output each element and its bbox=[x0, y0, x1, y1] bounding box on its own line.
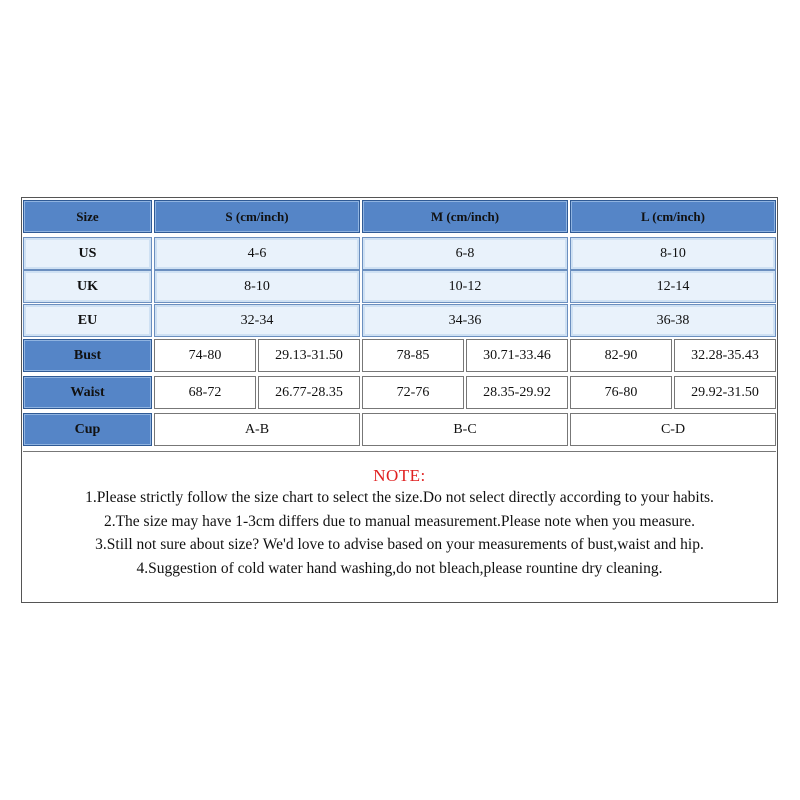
cup-s: A-B bbox=[154, 413, 360, 446]
us-s: 4-6 bbox=[154, 237, 360, 270]
note-line-1: 1.Please strictly follow the size chart to select the size.Do not select directly according to your habits. bbox=[85, 489, 714, 506]
uk-label: UK bbox=[23, 270, 152, 303]
bust-label: Bust bbox=[23, 339, 152, 372]
note-title: NOTE: bbox=[373, 466, 426, 485]
uk-s: 8-10 bbox=[154, 270, 360, 303]
size-header: Size bbox=[23, 200, 152, 233]
waist-l-cm: 76-80 bbox=[570, 376, 672, 409]
bust-l-inch: 32.28-35.43 bbox=[674, 339, 776, 372]
note-line-2: 2.The size may have 1-3cm differs due to manual measurement.Please note when you measure. bbox=[103, 512, 696, 530]
m-header: M (cm/inch) bbox=[362, 200, 568, 233]
eu-s: 32-34 bbox=[154, 304, 360, 337]
eu-l: 36-38 bbox=[570, 304, 776, 337]
bust-m-inch: 30.71-33.46 bbox=[466, 339, 568, 372]
bust-s-inch: 29.13-31.50 bbox=[258, 339, 360, 372]
waist-label: Waist bbox=[23, 376, 152, 409]
cup-row bbox=[22, 411, 777, 448]
waist-m-inch: 28.35-29.92 bbox=[466, 376, 568, 409]
eu-label: EU bbox=[23, 304, 152, 337]
bust-m-cm: 78-85 bbox=[362, 339, 464, 372]
bust-row bbox=[22, 337, 777, 374]
uk-m: 10-12 bbox=[362, 270, 568, 303]
uk-l: 12-14 bbox=[570, 270, 776, 303]
s-header: S (cm/inch) bbox=[154, 200, 360, 233]
header-row bbox=[22, 198, 777, 235]
bust-l-cm: 82-90 bbox=[570, 339, 672, 372]
eu-row bbox=[22, 302, 777, 339]
bust-s-cm: 74-80 bbox=[154, 339, 256, 372]
waist-row bbox=[22, 374, 777, 411]
cup-m: B-C bbox=[362, 413, 568, 446]
us-l: 8-10 bbox=[570, 237, 776, 270]
cup-label: Cup bbox=[23, 413, 152, 446]
us-m: 6-8 bbox=[362, 237, 568, 270]
note-line-3: 3.Still not sure about size? We'd love to advise based on your measurements of bust,waist and hip. bbox=[95, 536, 704, 553]
size-chart bbox=[21, 197, 778, 603]
uk-row bbox=[22, 268, 777, 305]
l-header: L (cm/inch) bbox=[570, 200, 776, 233]
us-row bbox=[22, 235, 777, 272]
waist-s-cm: 68-72 bbox=[154, 376, 256, 409]
waist-s-inch: 26.77-28.35 bbox=[258, 376, 360, 409]
notes-section bbox=[23, 451, 776, 602]
cup-l: C-D bbox=[570, 413, 776, 446]
us-label: US bbox=[23, 237, 152, 270]
eu-m: 34-36 bbox=[362, 304, 568, 337]
waist-l-inch: 29.92-31.50 bbox=[674, 376, 776, 409]
waist-m-cm: 72-76 bbox=[362, 376, 464, 409]
note-line-4: 4.Suggestion of cold water hand washing,do not bleach,please rountine dry cleaning. bbox=[136, 559, 663, 577]
